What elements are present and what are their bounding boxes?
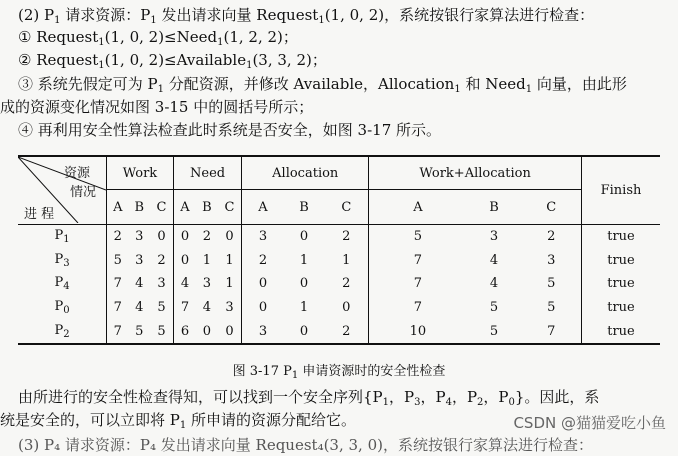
process-cell: $P_3$ (18, 249, 107, 273)
wa-cell: 5 (489, 323, 499, 339)
work-cell: 0 (157, 229, 166, 245)
process-cell: $P_1$ (18, 225, 107, 249)
alloc-cell: 0 (299, 276, 309, 292)
col-header-b: B (196, 190, 218, 225)
wa-cell: 3 (489, 229, 499, 245)
wa-cell: 2 (547, 229, 556, 245)
col-header-c: C (521, 190, 581, 225)
corner-label-process: 进 程 (24, 207, 55, 222)
need-cell: 0 (173, 225, 196, 249)
wa-cell: 3 (547, 252, 556, 268)
alloc-cell: 0 (299, 229, 309, 245)
wa-cell: 5 (489, 300, 499, 316)
table-corner-header (18, 156, 107, 225)
need-cell: 7 (173, 296, 196, 320)
process-cell: $P_4$ (18, 272, 107, 296)
table-row (18, 296, 660, 320)
need-cell: 0 (225, 229, 234, 245)
table-body (18, 225, 660, 344)
need-cell: 4 (173, 272, 196, 296)
alloc-cell: 2 (342, 323, 351, 339)
col-header-c: C (218, 190, 242, 225)
work-cell: 2 (157, 252, 166, 268)
need-cell: 1 (225, 276, 234, 292)
csdn-watermark: CSDN @猫猫爱吃小鱼 (513, 414, 666, 432)
wa-cell: 7 (369, 296, 467, 320)
need-cell: 2 (202, 229, 212, 245)
alloc-cell: 0 (242, 272, 284, 296)
group-header-allocation: Allocation (242, 156, 369, 190)
wa-cell: 4 (489, 252, 499, 268)
col-header-a: A (369, 190, 467, 225)
work-cell: 5 (157, 323, 166, 339)
line-next-request-cut: (3) P₄ 请求资源：P₄ 发出请求向量 Request₄(3, 3, 0)，系统按银行家算法进行检查： (18, 436, 593, 454)
wa-cell: 7 (369, 249, 467, 273)
alloc-cell: 0 (342, 300, 351, 316)
wa-cell: 4 (489, 276, 499, 292)
line-conclusion: 统是安全的，可以立即将 $P_1$ 所申请的资源分配给它。 (0, 411, 357, 431)
work-cell: 2 (113, 229, 122, 245)
finish-cell: true (582, 272, 661, 296)
line-safe-sequence: 由所进行的安全性检查得知，可以找到一个安全序列{$P_1$，$P_3$，$P_4$，$P_2$，$P_0$}。因此，系 (18, 388, 600, 408)
need-cell: 0 (202, 323, 212, 339)
alloc-cell: 0 (242, 296, 284, 320)
need-cell: 0 (225, 323, 234, 339)
col-header-c: C (324, 190, 368, 225)
alloc-cell: 2 (242, 249, 284, 273)
alloc-cell: 0 (299, 323, 309, 339)
wa-cell: 7 (369, 272, 467, 296)
wa-cell: 5 (369, 225, 467, 249)
table-row (18, 319, 660, 344)
wa-cell: 5 (547, 300, 556, 316)
process-cell: $P_2$ (18, 319, 107, 344)
group-header-work-allocation: Work+Allocation (369, 156, 582, 190)
work-cell: 5 (113, 252, 122, 268)
alloc-cell: 2 (342, 229, 351, 245)
figure-caption: 图 3-17 $P_1$ 申请资源时的安全性检查 (232, 364, 446, 381)
wa-cell: 5 (547, 276, 556, 292)
alloc-cell: 3 (242, 225, 284, 249)
table-row (18, 249, 660, 273)
work-cell: 3 (157, 276, 166, 292)
corner-label-status: 情况 (70, 185, 97, 200)
group-header-work: Work (107, 156, 174, 190)
col-header-a: A (242, 190, 284, 225)
alloc-cell: 1 (299, 300, 309, 316)
finish-cell: true (582, 225, 661, 249)
line-assume-allocate: ③ 系统先假定可为 $P_1$ 分配资源，并修改 Available，Allocation$_1$ 和 Need$_1$ 向量，由此形 (18, 75, 627, 95)
work-cell: 3 (135, 252, 144, 268)
alloc-cell: 1 (342, 252, 351, 268)
corner-label-resource: 资源 (64, 166, 91, 181)
need-cell: 0 (173, 249, 196, 273)
table-row (18, 272, 660, 296)
work-cell: 7 (113, 300, 122, 316)
work-cell: 4 (135, 300, 144, 316)
safety-check-table (18, 155, 660, 345)
work-cell: 5 (157, 300, 166, 316)
work-cell: 7 (113, 323, 122, 339)
line-resource-change: 成的资源变化情况如图 3-15 中的圆括号所示； (0, 98, 314, 116)
table-row (18, 225, 660, 249)
process-cell: $P_0$ (18, 296, 107, 320)
need-cell: 6 (173, 319, 196, 344)
alloc-cell: 3 (242, 319, 284, 344)
alloc-cell: 2 (342, 276, 351, 292)
need-cell: 1 (225, 252, 234, 268)
work-cell: 5 (135, 323, 144, 339)
col-header-a: A (107, 190, 129, 225)
col-header-c: C (150, 190, 173, 225)
need-cell: 3 (202, 276, 212, 292)
wa-cell: 7 (547, 323, 556, 339)
finish-header: Finish (582, 156, 661, 225)
need-cell: 4 (202, 300, 212, 316)
col-header-b: B (467, 190, 522, 225)
work-cell: 7 (113, 276, 122, 292)
line-p1-request: (2) $P_1$ 请求资源：$P_1$ 发出请求向量 Request$_1$(1, 0, 2)，系统按银行家算法进行检查： (18, 6, 595, 26)
line-check-need: ① Request$_1$(1, 0, 2)≤Need$_1$(1, 2, 2)； (18, 28, 298, 48)
col-header-b: B (129, 190, 150, 225)
finish-cell: true (582, 296, 661, 320)
finish-cell: true (582, 249, 661, 273)
finish-cell: true (582, 319, 661, 344)
need-cell: 1 (202, 252, 212, 268)
need-cell: 3 (225, 300, 234, 316)
col-header-b: B (284, 190, 325, 225)
line-safety-check: ④ 再利用安全性算法检查此时系统是否安全，如图 3-17 所示。 (18, 121, 442, 139)
work-cell: 4 (135, 276, 144, 292)
wa-cell: 10 (369, 319, 467, 344)
group-header-need: Need (173, 156, 241, 190)
alloc-cell: 1 (299, 252, 309, 268)
work-cell: 3 (135, 229, 144, 245)
col-header-a: A (173, 190, 196, 225)
line-check-available: ② Request$_1$(1, 0, 2)≤Available$_1$(3, 3, 2)； (18, 51, 327, 71)
